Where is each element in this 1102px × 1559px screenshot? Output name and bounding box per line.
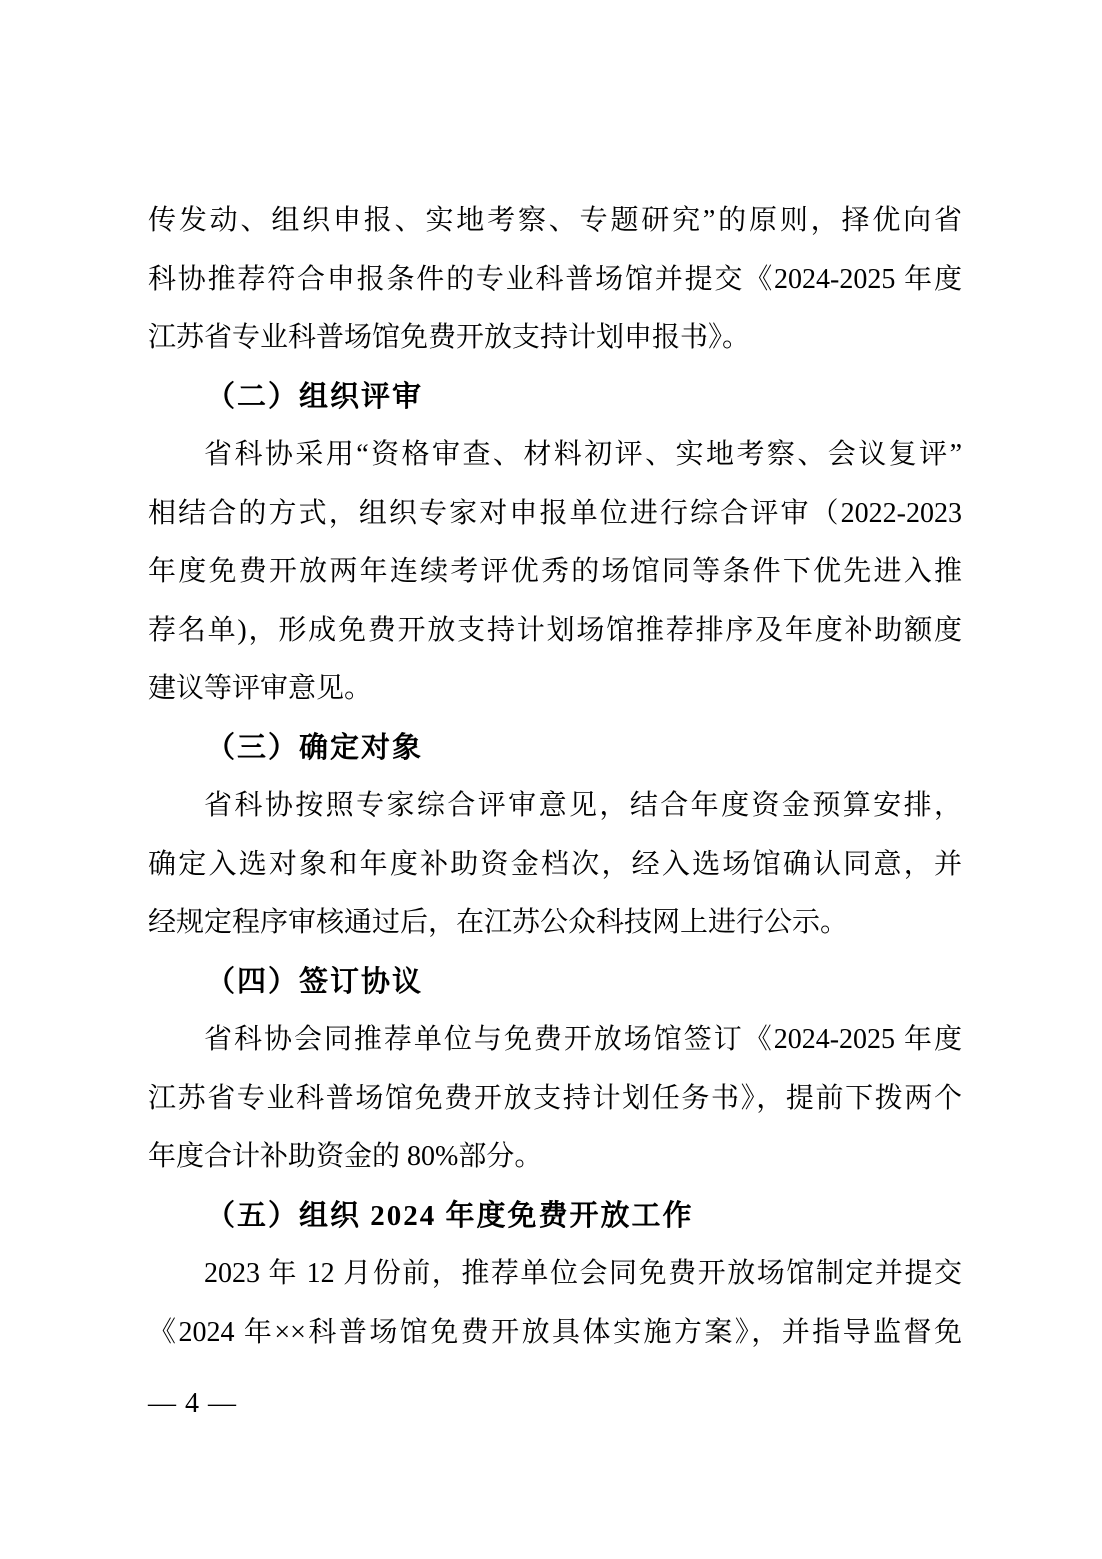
text-line: 省科协采用“资格审查、材料初评、实地考察、会议复评”: [204, 439, 962, 470]
text-line: 江苏省专业科普场馆免费开放支持计划任务书》，提前下拨两个: [148, 1082, 962, 1114]
section-heading-5: （五）组织 2024 年度免费开放工作: [206, 1199, 694, 1232]
text-line: 省科协会同推荐单位与免费开放场馆签订《2024-2025 年度: [204, 1024, 962, 1055]
text-line: 荐名单)，形成免费开放支持计划场馆推荐排序及年度补助额度: [148, 614, 962, 646]
text-line: 2023 年 12 月份前，推荐单位会同免费开放场馆制定并提交: [204, 1258, 962, 1289]
page-number: — 4 —: [148, 1388, 237, 1419]
section-heading-4: （四）签订协议: [206, 965, 424, 998]
section-heading-2: （二）组织评审: [206, 380, 424, 413]
text-line: 年度免费开放两年连续考评优秀的场馆同等条件下优先进入推: [148, 556, 962, 587]
text-line: 确定入选对象和年度补助资金档次，经入选场馆确认同意，并: [148, 848, 962, 880]
text-line: 相结合的方式，组织专家对申报单位进行综合评审（2022-2023: [148, 497, 962, 529]
text-line: 经规定程序审核通过后，在江苏公众科技网上进行公示。: [148, 907, 849, 938]
document-body-text: [148, 192, 962, 1362]
text-line: 年度合计补助资金的 80%部分。: [148, 1141, 543, 1172]
section-heading-3: （三）确定对象: [206, 731, 424, 764]
text-line: 建议等评审意见。: [148, 673, 373, 704]
text-line: 江苏省专业科普场馆免费开放支持计划申报书》。: [148, 322, 751, 353]
text-line: 省科协按照专家综合评审意见，结合年度资金预算安排，: [204, 790, 962, 821]
text-line: 科协推荐符合申报条件的专业科普场馆并提交《2024-2025 年度: [148, 263, 962, 295]
text-line: 传发动、组织申报、实地考察、专题研究”的原则，择优向省: [148, 205, 962, 236]
text-line: 《2024 年××科普场馆免费开放具体实施方案》，并指导监督免: [148, 1316, 962, 1348]
